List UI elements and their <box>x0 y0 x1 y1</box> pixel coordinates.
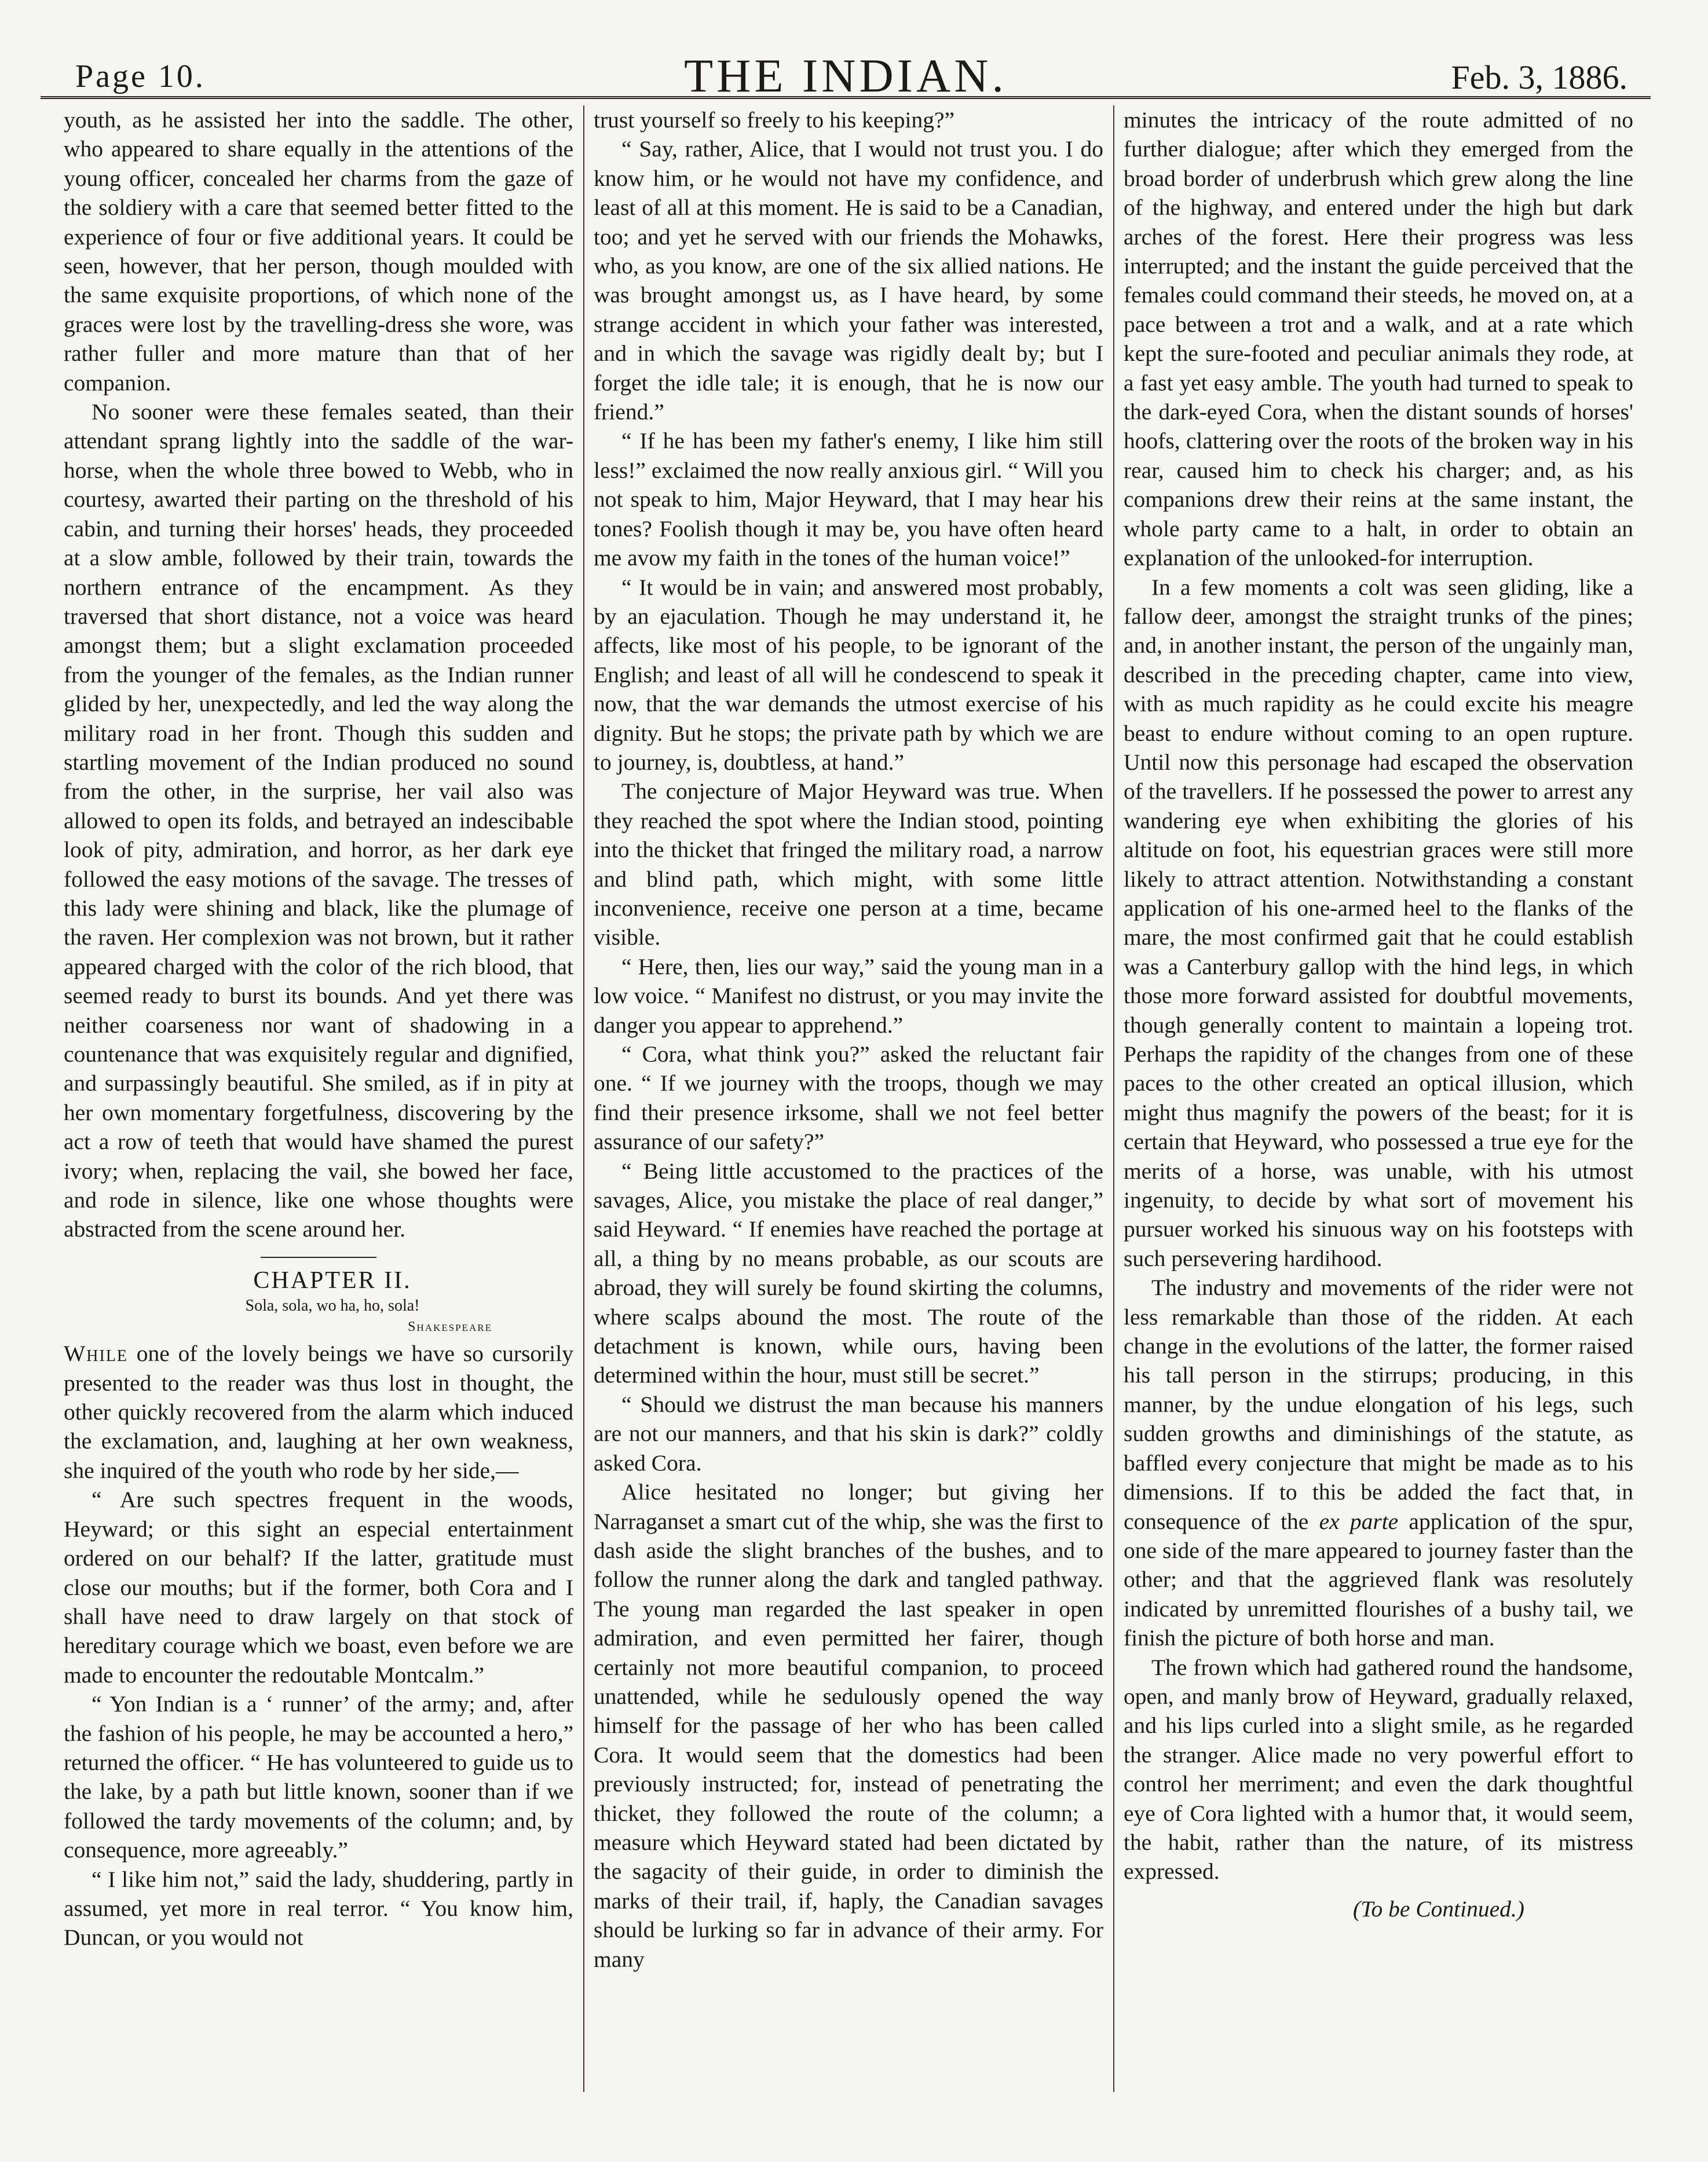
header-rule <box>41 96 1651 99</box>
chapter-heading: CHAPTER II. <box>253 1267 412 1294</box>
paragraph: “ Here, then, lies our way,” said the young man in a low voice. “ Manifest no distrust, or you may invite the danger you appear to apprehend.” <box>594 953 1103 1038</box>
paragraph-text: one of the lovely beings we have so cursorily presented to the reader was thus lost in thought, the other quickly recovered from the alarm which induced the exclamation, and, laughing at her own weakness, she inquired of the youth who rode by her side,— <box>64 1341 573 1483</box>
newspaper-title: THE INDIAN. <box>684 49 1007 102</box>
column-1 <box>64 105 573 2121</box>
paragraph: “ Cora, what think you?” asked the reluctant fair one. “ If we journey with the troops, though we may find their presence irksome, shall we not feel better assurance of our safety?” <box>594 1041 1103 1155</box>
paragraph <box>64 1339 573 1485</box>
paragraph: trust yourself so freely to his keeping?” <box>594 107 955 133</box>
italic-phrase: ex parte <box>1319 1508 1399 1534</box>
chapter-rule <box>261 1257 376 1258</box>
column-divider <box>1113 105 1114 2092</box>
drop-word: While <box>64 1341 129 1367</box>
paragraph: minutes the intricacy of the route admitted of no further dialogue; after which they emerged from the broad border of underbrush which grew along the line of the highway, and entered under the high but dark arches of the forest. Here their progress was less interrupted; and the instant the guide perceived that the females could command their steeds, he moved on, at a pace between a trot and a walk, and at a rate which kept the sure-footed and peculiar animals they rode, at a fast yet easy amble. The youth had turned to speak to the dark-eyed Cora, when the distant sounds of horses' hoofs, clattering over the roots of the broken way in his rear, caused him to check his charger; and, as his companions drew their reins at the same instant, the whole party came to a halt, in order to obtain an explanation of the unlooked-for interruption. <box>1124 107 1633 571</box>
paragraph: “ I like him not,” said the lady, shuddering, partly in assumed, yet more in real terror. “ You know him, Duncan, or you would not <box>64 1866 573 1951</box>
paragraph: No sooner were these females seated, than their attendant sprang lightly into the saddle of the war-horse, when the whole three bowed to Webb, who in courtesy, awarted their parting on the threshold of his cabin, and turning their horses' heads, they proceeded at a slow amble, followed by their train, towards the northern entrance of the encampment. As they traversed that short distance, not a voice was heard amongst them; but a slight exclamation proceeded from the younger of the females, as the Indian runner glided by her, unexpectedly, and led the way along the military road in her front. Though this sudden and startling movement of the Indian produced no sound from the other, in the surprise, her vail also was allowed to open its folds, and betrayed an indescibable look of pity, admiration, and horror, as her dark eye followed the easy motions of the savage. The tresses of this lady were shining and black, like the plumage of the raven. Her complexion was not brown, but it rather appeared charged with the color of the rich blood, that seemed ready to burst its bounds. And yet there was neither coarseness nor want of shadowing in a countenance that was exquisitely regular and dignified, and surpassingly beautiful. She smiled, as if in pity at her own momentary forgetfulness, discovering by the act a row of teeth that would have shamed the purest ivory; when, replacing the vail, she bowed her face, and rode in silence, like one whose thoughts were abstracted from the scene around her. <box>64 399 573 1242</box>
article-columns <box>52 105 1645 2121</box>
epigraph: Sola, sola, wo ha, ho, sola! <box>245 1297 420 1315</box>
paragraph: “ Should we distrust the man because his manners are not our manners, and that his skin is dark?” coldly asked Cora. <box>594 1391 1103 1476</box>
paragraph: The conjecture of Major Heyward was true. When they reached the spot where the Indian stood, pointing into the thicket that fringed the military road, a narrow and blind path, which might, with some little inconvenience, receive one person at a time, became visible. <box>594 778 1103 950</box>
paragraph: “ If he has been my father's enemy, I like him still less!” exclaimed the now really anxious girl. “ Will you not speak to him, Major Heyward, that I may hear his tones? Foolish though it may be, you have often heard me avow my faith in the tones of the human voice!” <box>594 428 1103 571</box>
page-number: Page 10. <box>75 58 206 94</box>
paragraph <box>1124 1273 1633 1652</box>
column-2 <box>594 105 1103 2121</box>
to-be-continued-note: (To be Continued.) <box>1353 1896 1524 1922</box>
column-3 <box>1124 105 1633 2121</box>
epigraph-attribution: Shakespeare <box>408 1319 492 1335</box>
column-divider <box>583 105 584 2092</box>
issue-date: Feb. 3, 1886. <box>1451 58 1627 96</box>
paragraph: “ Being little accustomed to the practices of the savages, Alice, you mistake the place of real danger,” said Heyward. “ If enemies have reached the portage at all, a thing by no means probable, as our scouts are abroad, they will surely be found skirting the columns, where scalps abound the most. The route of the detachment is known, while ours, having been determined within the hour, must still be secret.” <box>594 1158 1103 1388</box>
paragraph-text: The industry and movements of the rider were not less remarkable than those of the ridden. At each change in the evolutions of the latter, the former raised his tall person in the stirrups; producing, in this manner, by the undue elongation of his legs, such sudden growths and diminishings of the statute, as baffled every conjecture that might be made as to his dimensions. If to this be added the fact that, in consequence of the <box>1124 1275 1633 1534</box>
paragraph: Alice hesitated no longer; but giving her Narraganset a smart cut of the whip, she was the first to dash aside the slight branches of the bushes, and to follow the runner along the dark and tangled pathway. The young man regarded the last speaker in open admiration, and even permitted her fairer, though certainly not more beautiful companion, to proceed unattended, while he sedulously opened the way himself for the passage of her who has been called Cora. It would seem that the domestics had been previously instructed; for, instead of penetrating the thicket, they followed the route of the column; a measure which Heyward stated had been dictated by the sagacity of their guide, in order to diminish the marks of their trail, if, haply, the Canadian savages should be lurking so far in advance of their army. For many <box>594 1479 1103 1972</box>
paragraph: “ It would be in vain; and answered most probably, by an ejaculation. Though he may understand it, he affects, like most of his people, to be ignorant of the English; and least of all will he condescend to speak it now, that the war demands the utmost exercise of his dignity. But he stops; the private path by which we are to journey, is, doubtless, at hand.” <box>594 574 1103 775</box>
paragraph: “ Yon Indian is a ‘ runner’ of the army; and, after the fashion of his people, he may be accounted a hero,” returned the officer. “ He has volunteered to guide us to the lake, by a path but little known, sooner than if we followed the tardy movements of the column; and, by consequence, more agreeably.” <box>64 1691 573 1863</box>
paragraph: “ Say, rather, Alice, that I would not trust you. I do know him, or he would not have my confidence, and least of all at this moment. He is said to be a Canadian, too; and yet he served with our friends the Mohawks, who, as you know, are one of the six allied nations. He was brought amongst us, as I have heard, by some strange accident in which your father was interested, and in which the savage was rigidly dealt by; but I forget the idle tale; it is enough, that he is now our friend.” <box>594 136 1103 425</box>
paragraph: In a few moments a colt was seen gliding, like a fallow deer, amongst the straight trunks of the pines; and, in another instant, the person of the ungainly man, described in the preceding chapter, came into view, with as much rapidity as he could excite his meagre beast to endure without coming to an open rupture. Until now this personage had escaped the observation of the travellers. If he possessed the power to arrest any wandering eye when exhibiting the glories of his altitude on foot, his equestrian graces were still more likely to attract attention. Notwithstanding a constant application of his one-armed heel to the flanks of the mare, the most confirmed gait that he could establish was a Canterbury gallop with the hind legs, in which those more forward assisted for doubtful movements, though generally content to maintain a lopeing trot. Perhaps the rapidity of the changes from one of these paces to the other created an optical illusion, which might thus magnify the powers of the beast; for it is certain that Heyward, who possessed a true eye for the merits of a horse, was unable, with his utmost ingenuity, to decide by what sort of movement his pursuer worked his sinuous way on his footsteps with such persevering hardihood. <box>1124 574 1633 1271</box>
paragraph: youth, as he assisted her into the saddle. The other, who appeared to share equally in the attentions of the young officer, concealed her charms from the gaze of the soldiery with a care that seemed better fitted to the experience of four or five additional years. It could be seen, however, that her person, though moulded with the same exquisite proportions, of which none of the graces were lost by the travelling-dress she wore, was rather fuller and more mature than that of her companion. <box>64 107 573 396</box>
paragraph: “ Are such spectres frequent in the woods, Heyward; or this sight an especial entertainment ordered on our behalf? If the latter, gratitude must close our mouths; but if the former, both Cora and I shall have need to draw largely on that stock of hereditary courage which we boast, even before we are made to encounter the redoutable Montcalm.” <box>64 1487 573 1688</box>
masthead <box>41 41 1651 110</box>
paragraph-text: application of the spur, one side of the mare appeared to journey faster than the other; and that the aggrieved flank was resolutely indicated by unremitted flourishes of a bushy tail, we finish the picture of both horse and man. <box>1124 1508 1633 1651</box>
paragraph: The frown which had gathered round the handsome, open, and manly brow of Heyward, gradually relaxed, and his lips curled into a slight smile, as he regarded the stranger. Alice made no very powerful effort to control her merriment; and even the dark thoughtful eye of Cora lighted with a humor that, it would seem, the habit, rather than the nature, of its mistress expressed. <box>1124 1654 1633 1885</box>
